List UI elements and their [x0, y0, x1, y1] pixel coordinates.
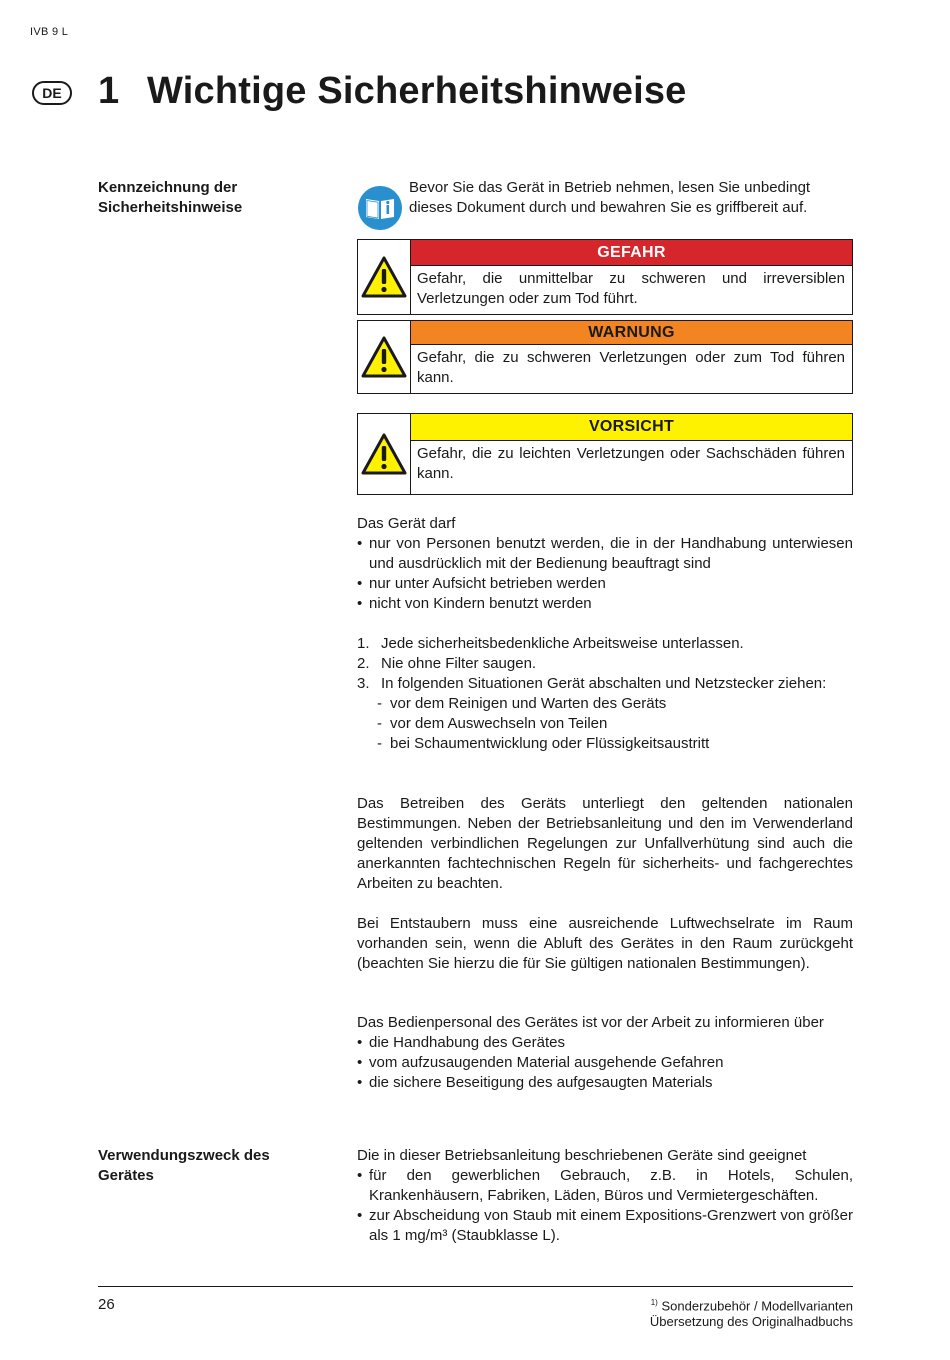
list-item: • nicht von Kindern benutzt werden — [357, 594, 853, 614]
hazard-text: Gefahr, die unmittelbar zu schweren und irreversiblen Verletzungen oder zum Tod führt. — [417, 270, 845, 307]
intended-use-block — [357, 1146, 853, 1246]
hazard-text: Gefahr, die zu leichten Verletzungen oder Sachschäden führen kann. — [417, 445, 845, 482]
list-item: 1. Jede sicherheitsbedenkliche Arbeitsweise unterlassen. — [357, 635, 744, 652]
list-item: • nur unter Aufsicht betrieben werden — [357, 574, 853, 594]
list-item: • zur Abscheidung von Staub mit einem Expositions-Grenzwert von größer als 1 mg/m³ (Staubklasse L). — [357, 1206, 853, 1246]
translation-note: Übersetzung des Originalhadbuchs — [649, 1314, 853, 1330]
section-heading-safety-marking — [98, 178, 328, 218]
staff-info-block — [357, 1013, 853, 1093]
section-heading-line: Sicherheitshinweise — [98, 199, 243, 216]
hazard-box-danger — [357, 239, 853, 315]
hazard-box-caution — [357, 413, 853, 495]
warning-triangle-icon — [358, 414, 411, 494]
language-badge: DE — [32, 81, 72, 105]
footer-divider — [98, 1286, 853, 1287]
list-item: 3. In folgenden Situationen Gerät abschalten und Netzstecker ziehen: — [357, 675, 827, 692]
section-heading-line: Gerätes — [98, 1167, 154, 1184]
warning-triangle-icon — [358, 240, 411, 314]
ventilation-paragraph: Bei Entstaubern muss eine ausreichende Luftwechselrate im Raum vorhanden sein, wenn die Abluft des Gerätes in den Raum zurückgeht (beachten Sie hierzu die für Sie gültigen nationalen Bestimmungen). — [357, 915, 853, 972]
list-item: • für den gewerblichen Gebrauch, z.B. in Hotels, Schulen, Krankenhäusern, Fabriken, Läden, Büros und Vermietergeschäften. — [357, 1166, 853, 1206]
list-item: • nur von Personen benutzt werden, die in der Handhabung unterwiesen und ausdrücklich mit der Bedienung beauftragt sind — [357, 534, 853, 574]
chapter-number: 1 — [98, 70, 120, 112]
footer-notes — [650, 1295, 853, 1330]
hazard-text: Gefahr, die zu schweren Verletzungen oder zum Tod führen kann. — [417, 349, 845, 386]
intended-use-intro: Die in dieser Betriebsanleitung beschriebenen Geräte sind geeignet — [357, 1147, 807, 1164]
staff-info-intro: Das Bedienpersonal des Gerätes ist vor der Arbeit zu informieren über — [357, 1014, 824, 1031]
signal-word-danger: GEFAHR — [411, 240, 852, 266]
sub-list-item: - vor dem Auswechseln von Teilen — [377, 715, 608, 732]
device-usage-intro: Das Gerät darf — [357, 515, 456, 532]
warning-triangle-icon — [358, 321, 411, 393]
hazard-box-warning — [357, 320, 853, 394]
signal-word-caution: VORSICHT — [411, 414, 852, 441]
read-manual-icon — [357, 185, 403, 231]
footnote: $^{1)}$ Sonderzubehör / Modellvarianten — [650, 1298, 853, 1314]
signal-word-warning: WARNUNG — [411, 321, 852, 345]
sub-list-item: - vor dem Reinigen und Warten des Geräts — [377, 695, 667, 712]
page-number: 26 — [98, 1296, 115, 1313]
model-label: IVB 9 L — [30, 26, 69, 38]
list-item: • vom aufzusaugenden Material ausgehende Gefahren — [357, 1053, 853, 1073]
regulations-paragraph: Das Betreiben des Geräts unterliegt den geltenden nationalen Bestimmungen. Neben der Betriebsanleitung und den im Verwenderland geltenden verbindlichen Regelungen zur Unfallverhütung sind auch die anerkannten fachtechnischen Regeln für sicherheits- und fachgerechtes Arbeiten zu beachten. — [357, 795, 853, 892]
device-usage-block — [357, 514, 853, 614]
page-title: Wichtige Sicherheitshinweise — [147, 70, 687, 112]
section-heading-intended-use — [98, 1146, 328, 1186]
section-heading-line: Verwendungszweck des — [98, 1147, 270, 1164]
list-item: • die Handhabung des Gerätes — [357, 1033, 853, 1053]
list-item: • die sichere Beseitigung des aufgesaugten Materials — [357, 1073, 853, 1093]
list-item: 2. Nie ohne Filter saugen. — [357, 655, 537, 672]
numbered-instructions — [357, 634, 853, 754]
sub-list-item: - bei Schaumentwicklung oder Flüssigkeitsaustritt — [377, 735, 710, 752]
intro-text: Bevor Sie das Gerät in Betrieb nehmen, lesen Sie unbedingt dieses Dokument durch und bewahren Sie es griffbereit auf. — [409, 179, 811, 216]
section-heading-line: Kennzeichnung der — [98, 179, 238, 196]
